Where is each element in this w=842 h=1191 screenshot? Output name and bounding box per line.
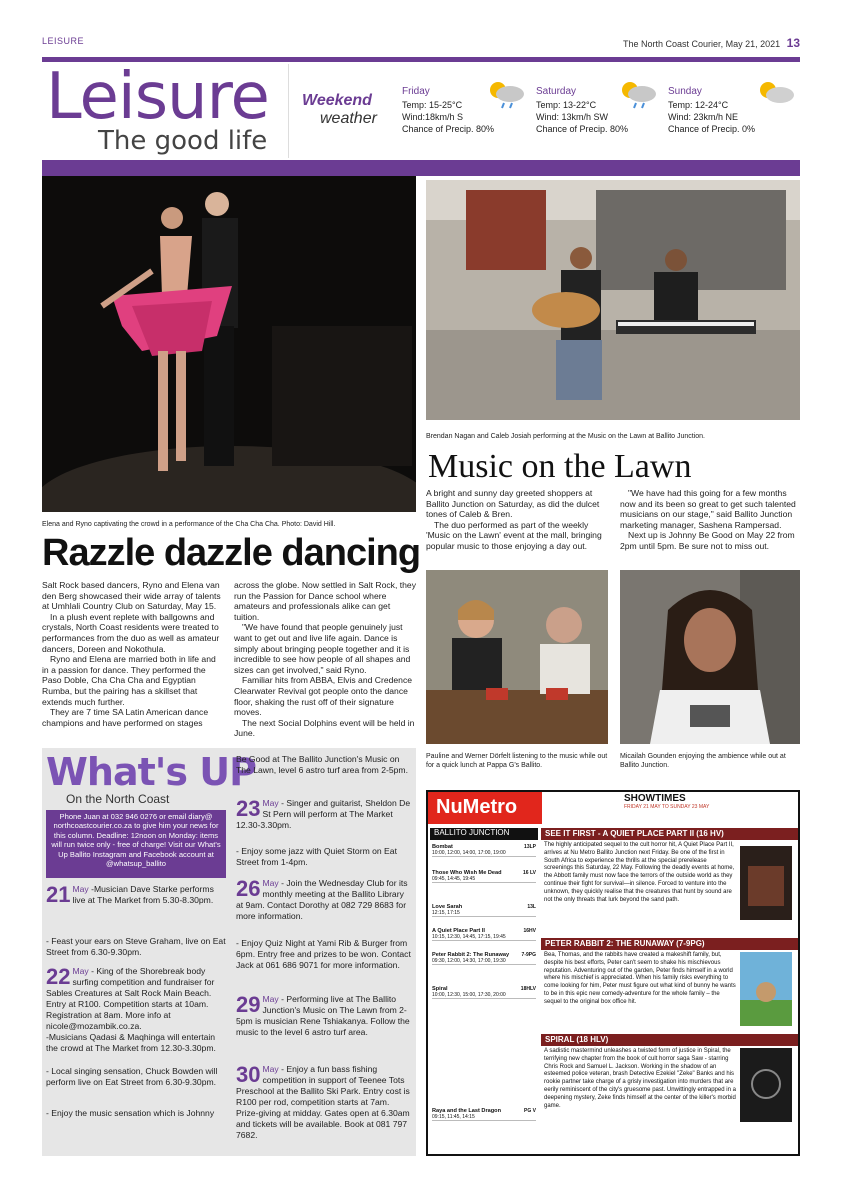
movie-times: 09:15, 11:45, 14:15 (432, 1114, 475, 1120)
weather-temp: Temp: 12-24°C (668, 100, 729, 110)
movie-times: 10:00, 12:30, 15:00, 17:30, 20:00 (432, 992, 506, 998)
event-day: 23 (236, 796, 261, 821)
razzle-column-1 (42, 580, 224, 728)
event-text: - Enjoy a fun bass fishing competition in support of Teenee Tots Preschool at the Ballito Ski Park. Entry cost is R100 per rod, competition starts at 7am. Prize-giving at midday. Gates open at 6.30am and tickets will be available. Book at 081 797 7682. (236, 1064, 410, 1140)
weather-day: Friday (402, 86, 430, 97)
event-month: May (262, 798, 279, 808)
event-day: 30 (236, 1062, 261, 1087)
musicians-photo (426, 180, 800, 420)
event-text: - Enjoy the music sensation which is Johnny (46, 1108, 215, 1118)
weather-precip: Chance of Precip. 0% (668, 124, 756, 134)
event-item (46, 1108, 226, 1119)
weather-day: Saturday (536, 86, 577, 97)
page-number: 13 (786, 36, 800, 50)
movie-rating: 13L (527, 904, 536, 910)
paragraph: Ryno and Elena are married both in life and in a passion for dance. They performed the Paso Doble, Cha Cha Cha and Egyptian Rumba, but the pairing has a skillset that extends much further. (42, 654, 216, 707)
dancers-caption: Elena and Ryno captivating the crowd in a performance of the Cha Cha Cha. Photo: David Hill. (42, 521, 336, 528)
couple-photo (426, 570, 608, 744)
movie-times: 09:45, 14:45, 19:45 (432, 876, 476, 882)
movie-listing (432, 904, 536, 917)
weather-temp: Temp: 15-25°C (402, 100, 463, 110)
event-item (46, 936, 226, 958)
event-text: - Enjoy some jazz with Quiet Storm on Eat Street from 1-4pm. (236, 846, 397, 867)
paragraph: The duo performed as part of the weekly 'Music on the Lawn' event at the mall, bringing popular music to those enjoying a day out. (426, 519, 602, 551)
dancers-photo (42, 176, 416, 512)
weather-day: Sunday (668, 86, 702, 97)
movie-listing (432, 844, 536, 857)
leisure-tagline: The good life (98, 126, 268, 156)
event-item (236, 1064, 412, 1141)
event-text: - Enjoy Quiz Night at Yami Rib & Burger from 6pm. Entry free and prizes to be won. Contact Jack at 061 686 9071 for more information. (236, 938, 411, 970)
event-day: 26 (236, 876, 261, 901)
music-headline: Music on the Lawn (428, 448, 692, 485)
event-text: - Join the Wednesday Club for its monthly meeting at the Ballito Library at 9am. Contact Dorothy at 082 729 8683 for more information. (236, 878, 408, 921)
event-day: 22 (46, 964, 71, 989)
sun-rain-cloud-icon (484, 78, 528, 110)
leisure-logo: Leisure (46, 60, 269, 134)
header-band (42, 160, 800, 176)
spiral-poster (740, 1048, 792, 1122)
paragraph: Next up is Johnny Be Good on May 22 from 2pm until 5pm. Be sure not to miss out. (620, 530, 795, 551)
feature-bar: SEE IT FIRST - A QUIET PLACE PART II (16 HV) (541, 828, 798, 840)
weather-wind: Wind: 13km/h SW (536, 112, 609, 122)
razzle-column-2 (234, 580, 416, 739)
movie-listing (432, 870, 536, 883)
woman-caption: Micailah Gounden enjoying the ambience while out at Ballito Junction. (620, 753, 786, 769)
movie-times: 10:00, 12:00, 14:00, 17:00, 19:00 (432, 850, 506, 856)
event-item (46, 966, 226, 1032)
event-text: Be Good at The Ballito Junction's Music on The Lawn, level 6 astro turf area from 2-5pm. (236, 754, 408, 775)
event-text: - Local singing sensation, Chuck Bowden will perform live on Eat Street from 6.30-9.30pm. (46, 1066, 218, 1087)
feature-bar: PETER RABBIT 2: THE RUNAWAY (7-9PG) (541, 938, 798, 950)
event-item (46, 884, 226, 906)
movie-title: Spiral (432, 986, 448, 992)
issue-date: May 21, 2021 (725, 39, 781, 49)
movie-title: A Quiet Place Part II (432, 928, 485, 934)
event-item (236, 798, 412, 831)
event-text: - King of the Shorebreak body surfing competition and fundraiser for Sables Creatures at Salt Rock Main Beach. Entry at R100. Competition starts at 10am. Registration at 8am. More info at nicole@mozambik.co.za. (46, 966, 215, 1031)
event-text: - Feast your ears on Steve Graham, live on Eat Street from 6.30-9.30pm. (46, 936, 226, 957)
peter-rabbit-poster (740, 952, 792, 1026)
feature-bar: SPIRAL (18 HLV) (541, 1034, 798, 1046)
feature-text: The highly anticipated sequel to the cult horror hit, A Quiet Place Part II, arrives at Nu Metro Ballito Junction next Friday. Be one of the first in South Africa to experience the thrills at the special prerelease screenings this Saturday, 22 May. Following the deadly events at home, the Abbott family must now face the terrors of the outside world as they continue their fight for survival—in silence. Forced to venture into the unknown, they quickly realise that the creatures that hunt by sound are not the only threats that lurk beyond the sand path. (544, 842, 735, 903)
event-day: 29 (236, 992, 261, 1017)
event-item (236, 878, 412, 922)
event-item (236, 754, 412, 776)
razzle-headline: Razzle dazzle dancing (42, 532, 421, 574)
paragraph: Familiar hits from ABBA, Elvis and Credence Clearwater Revival got people onto the dance floor, shaking the rust off of their signature moves. (234, 675, 413, 718)
event-text: - Performing live at The Ballito Junction's Music on The Lawn from 2-5pm is musician Rene Tshiakanya. Follow the music to the level 6 astro turf area. (236, 994, 410, 1037)
paragraph: They are 7 time SA Latin American dance champions and have performed on stages (42, 707, 209, 728)
feature-text: A sadistic mastermind unleashes a twisted form of justice in Spiral, the terrifying new chapter from the book of cult horror saga Saw - starring Chris Rock and Samuel L. Jackson. Working in the shadow of an esteemed police veteran, brash Detective Ezekiel "Zeke" Banks and his rookie partner take charge of a grisly investigation into murders that are eerily reminiscent of the city's gruesome past. Unwittingly entrapped in a deepening mystery, Zeke finds himself at the center of the killer's morbid game. (544, 1048, 736, 1109)
movie-title: Those Who Wish Me Dead (432, 870, 502, 876)
movie-times: 10:15, 12:30, 14:45, 17:15, 19:45 (432, 934, 506, 940)
event-text: -Musicians Qadasi & Maqhinga will entertain the crowd at The Market from 12.30-3.30pm. (46, 1032, 216, 1053)
feature-text: Bea, Thomas, and the rabbits have created a makeshift family, but, despite his best efforts, Peter can't seem to shake his mischievous reputation. Adventuring out of the garden, Peter finds himself in a world where his mischief is appreciated. When his family risks everything to come looking for him, Peter must figure out what kind of bunny he wants to be in this epic new comedy-adventure for the whole family – the sequel to the original box office hit. (544, 952, 736, 1005)
paragraph: "We have had this going for a few months now and its been so great to get such talented musicians on our stage," said Ballito Junction marketing manager, Sashena Rampersad. (620, 488, 796, 530)
section-label: LEISURE (42, 36, 85, 46)
publication-name: The North Coast Courier (623, 39, 721, 49)
quiet-place-poster (740, 846, 792, 920)
movie-title: Raya and the Last Dragon (432, 1108, 502, 1114)
movie-listing (432, 928, 536, 941)
sun-rain-cloud-icon (616, 78, 660, 110)
movie-title: Peter Rabbit 2: The Runaway (432, 952, 510, 958)
movie-listing (432, 1108, 536, 1121)
paragraph: Salt Rock based dancers, Ryno and Elena van den Berg showcased their wide array of talents at Umhlali Country Club on Saturday, May 15. (42, 580, 221, 612)
couple-caption: Pauline and Werner Dörfelt listening to the music while out for a quick lunch at Pappa G's Ballito. (426, 753, 608, 769)
publication-dateline: The North Coast Courier, May 21, 2021 13 (623, 36, 800, 50)
paragraph: A bright and sunny day greeted shoppers at Ballito Junction on Saturday, as did the dulcet tones of Caleb & Bren. (426, 488, 600, 520)
movie-rating: 16HV (523, 928, 536, 934)
event-item (46, 1032, 226, 1054)
weather-wind: Wind: 23km/h NE (668, 112, 739, 122)
whats-up-subtitle: On the North Coast (66, 792, 170, 806)
movie-times: 12:15, 17:15 (432, 910, 460, 916)
showtimes-title: SHOWTIMES (624, 793, 686, 804)
weather-temp: Temp: 13-22°C (536, 100, 597, 110)
weather-wind: Wind:18km/h S (402, 112, 464, 122)
whats-up-logo: What's UP (46, 750, 256, 794)
movie-rating: 18HLV (520, 986, 536, 992)
paragraph: "We have found that people genuinely just want to get out and live life again. Dance is simply about bringing people together and it is incredible to see how people of all shapes and sizes can get involved," said Ryno. (234, 622, 411, 675)
event-item (236, 994, 412, 1038)
paragraph: The next Social Dolphins event will be held in June. (234, 717, 415, 739)
cinema-name: BALLITO JUNCTION (430, 828, 538, 840)
event-day: 21 (46, 882, 71, 907)
paragraph: In a plush event replete with ballgowns and crystals, North Coast residents were treated to performances from the duo as well as amateur dancers, Doreen and Nokothula. (42, 611, 220, 654)
event-month: May (72, 884, 89, 894)
numetro-logo: NuMetro (428, 792, 542, 824)
movie-title: Bombat (432, 844, 453, 850)
movie-listing (432, 986, 536, 999)
musicians-caption: Brendan Nagan and Caleb Josiah performing at the Music on the Lawn at Ballito Junction. (426, 433, 706, 440)
event-item (46, 1066, 226, 1088)
movie-rating: PG V (524, 1108, 536, 1114)
movie-rating: 7-9PG (521, 952, 536, 958)
event-month: May (262, 994, 279, 1004)
event-month: May (262, 1064, 279, 1074)
masthead-divider (288, 64, 289, 158)
event-text: -Musician Dave Starke performs live at The Market from 5.30-8.30pm. (72, 884, 214, 905)
event-month: May (72, 966, 89, 976)
weather-label: weather (320, 110, 377, 127)
woman-photo (620, 570, 800, 744)
movie-title: Love Sarah (432, 904, 463, 910)
movie-listing (432, 952, 536, 965)
movie-rating: 16 LV (523, 870, 536, 876)
weather-precip: Chance of Precip. 80% (402, 124, 495, 134)
movie-rating: 13LP (524, 844, 536, 850)
event-item (236, 938, 412, 971)
sun-cloud-icon (754, 78, 798, 110)
movie-times: 09:30, 12:00, 14:30, 17:00, 19:30 (432, 958, 506, 964)
weekend-label: Weekend (302, 92, 372, 109)
showtimes-dates: FRIDAY 21 MAY TO SUNDAY 23 MAY (624, 804, 710, 810)
whats-up-info-box: Phone Juan at 032 946 0276 or email diary@ northcoastcourier.co.za to give him your news for this column. Deadline: 12noon on Monday: items will run twice only - free of charge! Visit our What's Up Ballito Instagram and Facebook account at @whatsup_ballito (46, 810, 226, 878)
music-column-2 (620, 488, 800, 552)
event-item (236, 846, 412, 868)
paragraph: across the globe. Now settled in Salt Rock, they run the Passion for Dance school where amateurs and professionals alike can get tuition. (234, 580, 416, 622)
weather-precip: Chance of Precip. 80% (536, 124, 629, 134)
music-column-1 (426, 488, 608, 552)
event-month: May (262, 878, 279, 888)
event-text: - Singer and guitarist, Sheldon De St Pern will perform at The Market 12.30-3.30pm. (236, 798, 411, 830)
